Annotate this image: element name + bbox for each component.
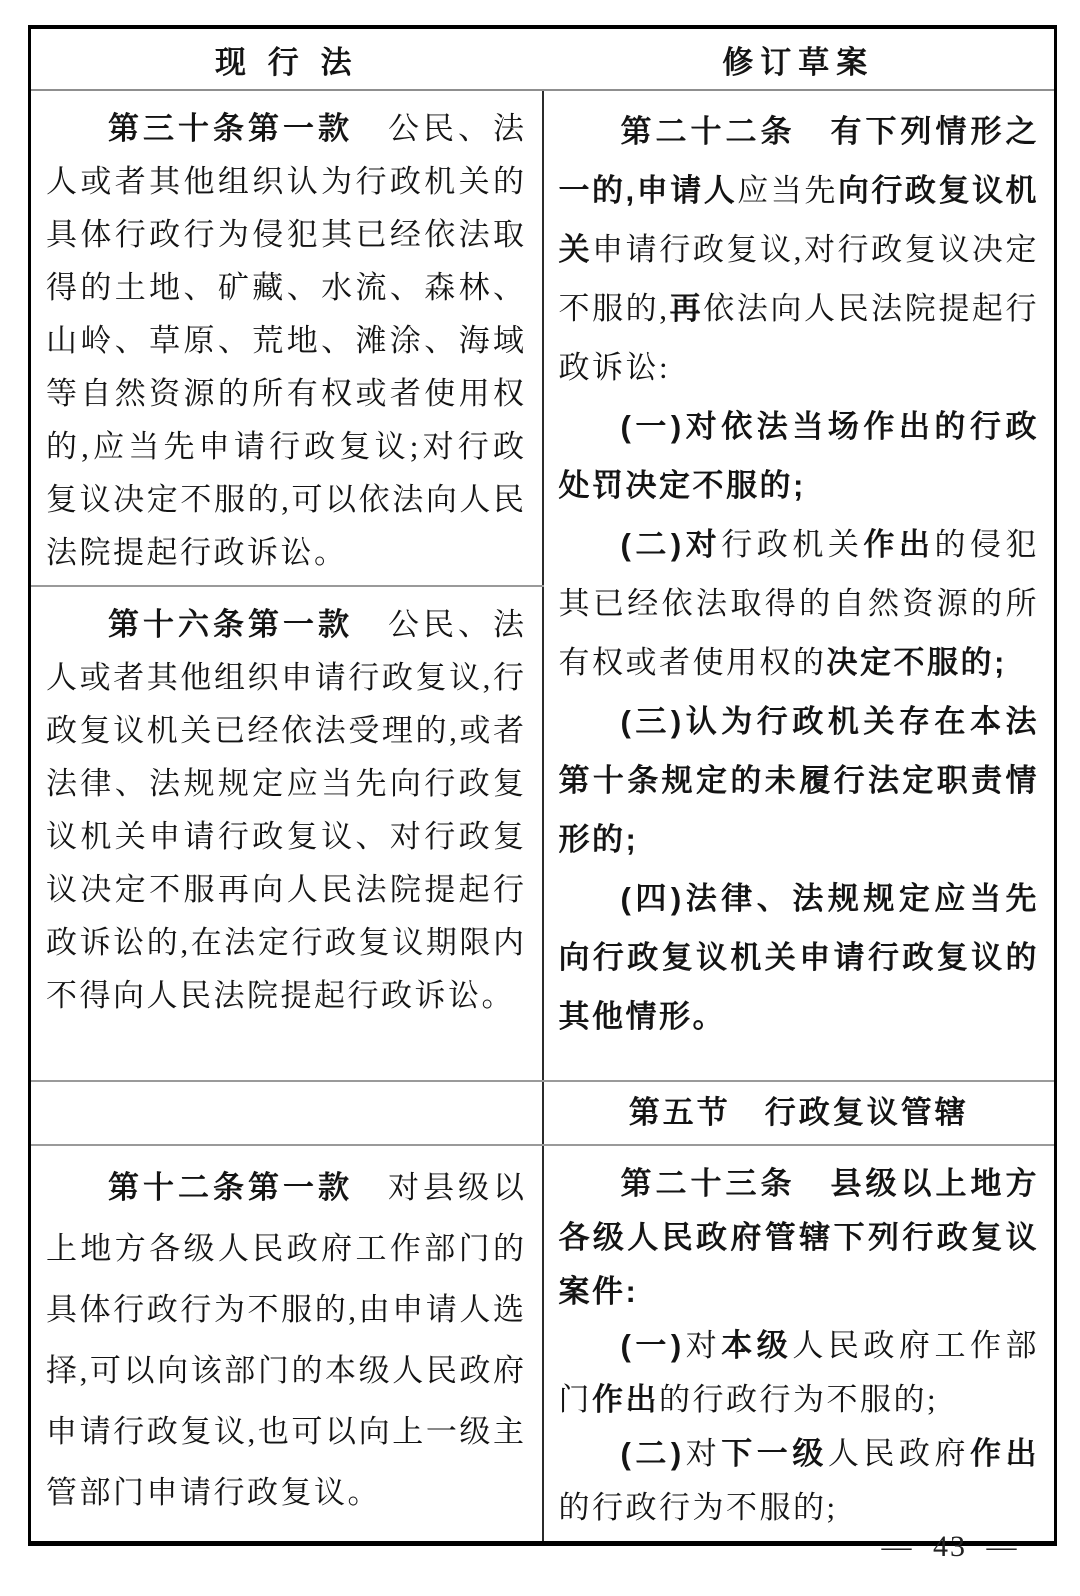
cell-current-law-article12 [30, 1145, 543, 1544]
paragraph-article30: 第三十条第一款 公民、法人或者其他组织认为行政机关的具体行政行为侵犯其已经依法取得的土地、矿藏、水流、森林、山岭、草原、荒地、滩涂、海域等自然资源的所有权或者使用权的,应当先申请行政复议;对行政复议决定不服的,可以依法向人民法院提起行政诉讼。 [46, 111, 527, 570]
page-number: — 43 — [881, 1530, 1019, 1563]
paragraph-article22-item3: (三)认为行政机关存在本法第十条规定的未履行法定职责情形的; [558, 704, 1039, 857]
table-row [30, 90, 1056, 586]
paragraph-article22-item2: (二)对行政机关作出的侵犯其已经依法取得的自然资源的所有权或者使用权的决定不服的; [558, 527, 1040, 680]
cell-current-law-article30 [30, 90, 543, 586]
section5-title: 第五节 行政复议管辖 [628, 1095, 969, 1130]
paragraph-article16: 第十六条第一款 公民、法人或者其他组织申请行政复议,行政复议机关已经依法受理的,或者法律、法规规定应当先向行政复议机关申请行政复议、对行政复议决定不服再向人民法院提起行政诉讼的,在法定行政复议期限内不得向人民法院提起行政诉讼。 [46, 607, 527, 1013]
cell-draft-section5-heading [543, 1081, 1056, 1145]
header-revision-draft: 修订草案 [543, 27, 1056, 90]
table-row [30, 1145, 1056, 1544]
table-row [30, 1081, 1056, 1145]
law-comparison-table [28, 25, 1057, 1546]
paragraph-article12: 第十二条第一款 对县级以上地方各级人民政府工作部门的具体行政行为不服的,由申请人选择,可以向该部门的本级人民政府申请行政复议,也可以向上一级主管部门申请行政复议。 [46, 1170, 527, 1510]
paragraph-article22-item1: (一)对依法当场作出的行政处罚决定不服的; [558, 409, 1039, 503]
table-header-row [30, 27, 1056, 90]
paragraph-article23-intro: 第二十三条 县级以上地方各级人民政府管辖下列行政复议案件: [558, 1166, 1039, 1309]
paragraph-article22-item4: (四)法律、法规规定应当先向行政复议机关申请行政复议的其他情形。 [558, 881, 1039, 1034]
paragraph-article23-item2: (二)对下一级人民政府作出的行政行为不服的; [558, 1436, 1040, 1525]
cell-current-law-article16 [30, 586, 543, 1081]
paragraph-article22-intro: 第二十二条 有下列情形之一的,申请人应当先向行政复议机关申请行政复议,对行政复议决定不服的,再依法向人民法院提起行政诉讼: [558, 114, 1040, 385]
header-current-law: 现 行 法 [30, 27, 543, 90]
cell-draft-article22 [543, 90, 1056, 1081]
cell-current-law-empty [30, 1081, 543, 1145]
paragraph-article23-item1: (一)对本级人民政府工作部门作出的行政行为不服的; [558, 1328, 1040, 1417]
cell-draft-article23 [543, 1145, 1056, 1544]
